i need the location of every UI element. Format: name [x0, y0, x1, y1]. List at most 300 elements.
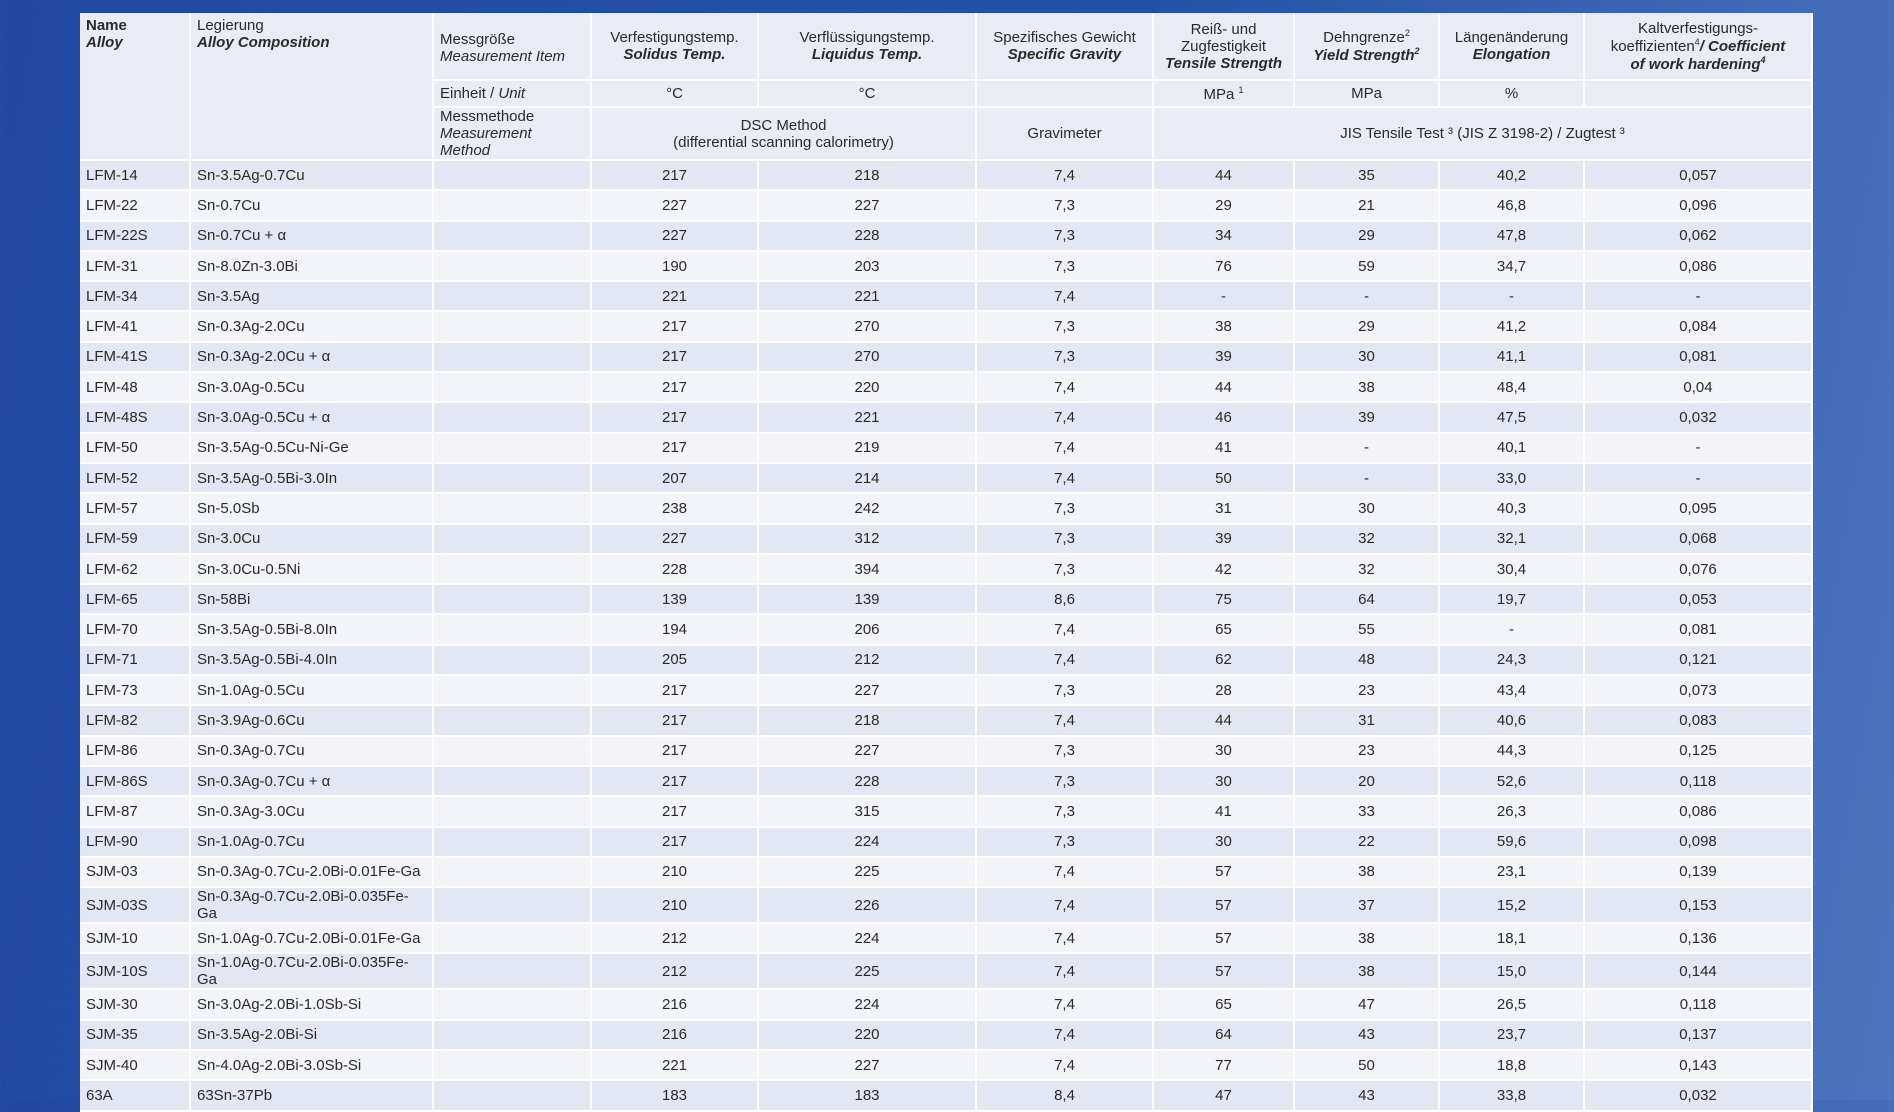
cell-tensile: 77 — [1153, 1050, 1294, 1080]
cell-measurement — [433, 953, 591, 989]
cell-name: LFM-87 — [80, 796, 190, 826]
cell-tensile: 28 — [1153, 675, 1294, 705]
cell-name: LFM-41 — [80, 311, 190, 341]
cell-gravity: 7,3 — [976, 796, 1153, 826]
unit-liquidus: °C — [758, 80, 976, 107]
cell-alloy: Sn-1.0Ag-0.7Cu — [190, 827, 433, 857]
method-label: Messmethode Measurement Method — [433, 107, 591, 160]
cell-name: LFM-65 — [80, 584, 190, 614]
cell-gravity: 7,4 — [976, 645, 1153, 675]
cell-yield: 30 — [1294, 342, 1439, 372]
table-row — [80, 372, 1812, 402]
cell-alloy: Sn-5.0Sb — [190, 493, 433, 523]
cell-gravity: 7,3 — [976, 221, 1153, 251]
cell-elongation: 47,5 — [1439, 402, 1584, 432]
cell-liquidus: 226 — [758, 887, 976, 923]
cell-alloy: Sn-0.3Ag-2.0Cu — [190, 311, 433, 341]
cell-measurement — [433, 614, 591, 644]
cell-liquidus: 270 — [758, 342, 976, 372]
cell-yield: - — [1294, 433, 1439, 463]
cell-name: LFM-48 — [80, 372, 190, 402]
cell-tensile: 30 — [1153, 827, 1294, 857]
cell-name: SJM-10 — [80, 923, 190, 953]
cell-name: LFM-59 — [80, 524, 190, 554]
cell-yield: 38 — [1294, 372, 1439, 402]
cell-gravity: 7,4 — [976, 857, 1153, 887]
cell-yield: 20 — [1294, 766, 1439, 796]
cell-measurement — [433, 311, 591, 341]
table-row — [80, 953, 1812, 989]
cell-yield: - — [1294, 281, 1439, 311]
cell-gravity: 7,4 — [976, 953, 1153, 989]
cell-measurement — [433, 645, 591, 675]
cell-alloy: Sn-3.9Ag-0.6Cu — [190, 705, 433, 735]
cell-solidus: 207 — [591, 463, 758, 493]
col-header-name: Name Alloy — [80, 13, 190, 160]
table-row — [80, 221, 1812, 251]
cell-solidus: 217 — [591, 796, 758, 826]
cell-solidus: 210 — [591, 857, 758, 887]
cell-tensile: 44 — [1153, 160, 1294, 190]
col-header-tensile: Reiß- und Zugfestigkeit Tensile Strength — [1153, 13, 1294, 80]
cell-elongation: 46,8 — [1439, 190, 1584, 220]
cell-yield: 55 — [1294, 614, 1439, 644]
cell-yield: - — [1294, 463, 1439, 493]
cell-alloy: Sn-8.0Zn-3.0Bi — [190, 251, 433, 281]
col-header-gravity: Spezifisches Gewicht Specific Gravity — [976, 13, 1153, 80]
cell-elongation: 44,3 — [1439, 736, 1584, 766]
col-header-yield: Dehngrenze$^2$ Yield Strength$^2$ — [1294, 13, 1439, 80]
cell-yield: 35 — [1294, 160, 1439, 190]
table-row — [80, 675, 1812, 705]
cell-solidus: 216 — [591, 989, 758, 1019]
cell-work-hardening: 0,098 — [1584, 827, 1812, 857]
method-jis-tensile: JIS Tensile Test ³ (JIS Z 3198-2) / Zugtest ³ — [1153, 107, 1812, 160]
cell-solidus: 217 — [591, 311, 758, 341]
cell-elongation: 23,1 — [1439, 857, 1584, 887]
cell-elongation: 26,5 — [1439, 989, 1584, 1019]
cell-yield: 23 — [1294, 675, 1439, 705]
cell-elongation: 40,2 — [1439, 160, 1584, 190]
cell-liquidus: 218 — [758, 160, 976, 190]
cell-liquidus: 224 — [758, 923, 976, 953]
method-dsc: DSC Method (differential scanning calorimetry) — [591, 107, 976, 160]
cell-gravity: 7,3 — [976, 493, 1153, 523]
cell-gravity: 7,4 — [976, 614, 1153, 644]
cell-tensile: 57 — [1153, 923, 1294, 953]
cell-yield: 29 — [1294, 311, 1439, 341]
cell-alloy: Sn-1.0Ag-0.7Cu-2.0Bi-0.035Fe-Ga — [190, 953, 433, 989]
cell-alloy: Sn-0.3Ag-0.7Cu — [190, 736, 433, 766]
cell-solidus: 228 — [591, 554, 758, 584]
cell-tensile: 50 — [1153, 463, 1294, 493]
cell-alloy: Sn-3.0Cu-0.5Ni — [190, 554, 433, 584]
cell-liquidus: 212 — [758, 645, 976, 675]
cell-work-hardening: 0,125 — [1584, 736, 1812, 766]
cell-alloy: Sn-3.5Ag-0.5Bi-8.0In — [190, 614, 433, 644]
cell-alloy: Sn-3.5Ag-0.5Bi-3.0In — [190, 463, 433, 493]
cell-measurement — [433, 463, 591, 493]
cell-work-hardening: 0,081 — [1584, 342, 1812, 372]
col-header-alloy: Legierung Alloy Composition — [190, 13, 433, 160]
table-header — [80, 13, 1812, 160]
cell-yield: 29 — [1294, 221, 1439, 251]
cell-measurement — [433, 675, 591, 705]
table-row — [80, 1050, 1812, 1080]
cell-solidus: 217 — [591, 402, 758, 432]
cell-gravity: 8,4 — [976, 1080, 1153, 1110]
cell-tensile: 46 — [1153, 402, 1294, 432]
table-row — [80, 281, 1812, 311]
cell-liquidus: 220 — [758, 1020, 976, 1050]
cell-elongation: 32,1 — [1439, 524, 1584, 554]
cell-measurement — [433, 923, 591, 953]
cell-work-hardening: 0,118 — [1584, 766, 1812, 796]
cell-name: LFM-50 — [80, 433, 190, 463]
cell-gravity: 7,3 — [976, 766, 1153, 796]
cell-work-hardening: 0,096 — [1584, 190, 1812, 220]
table-row — [80, 1020, 1812, 1050]
cell-tensile: 47 — [1153, 1080, 1294, 1110]
cell-solidus: 217 — [591, 342, 758, 372]
table-row — [80, 705, 1812, 735]
cell-measurement — [433, 342, 591, 372]
cell-measurement — [433, 705, 591, 735]
cell-liquidus: 221 — [758, 281, 976, 311]
cell-work-hardening: 0,086 — [1584, 796, 1812, 826]
cell-solidus: 217 — [591, 736, 758, 766]
col-header-work-hardening: Kaltverfestigungs- koeffizienten$^4$/ Coefficient of work hardening$^4$ — [1584, 13, 1812, 80]
cell-gravity: 7,3 — [976, 524, 1153, 554]
cell-solidus: 238 — [591, 493, 758, 523]
cell-tensile: 62 — [1153, 645, 1294, 675]
cell-yield: 38 — [1294, 857, 1439, 887]
table-row — [80, 554, 1812, 584]
cell-liquidus: 219 — [758, 433, 976, 463]
cell-liquidus: 206 — [758, 614, 976, 644]
cell-name: LFM-73 — [80, 675, 190, 705]
cell-solidus: 217 — [591, 372, 758, 402]
cell-tensile: 34 — [1153, 221, 1294, 251]
cell-measurement — [433, 1020, 591, 1050]
cell-tensile: 57 — [1153, 857, 1294, 887]
cell-work-hardening: - — [1584, 281, 1812, 311]
cell-yield: 23 — [1294, 736, 1439, 766]
cell-tensile: 42 — [1153, 554, 1294, 584]
col-header-liquidus: Verflüssigungstemp. Liquidus Temp. — [758, 13, 976, 80]
cell-tensile: 65 — [1153, 989, 1294, 1019]
cell-name: LFM-41S — [80, 342, 190, 372]
table-row — [80, 251, 1812, 281]
cell-gravity: 7,4 — [976, 433, 1153, 463]
cell-tensile: 30 — [1153, 766, 1294, 796]
cell-work-hardening: 0,144 — [1584, 953, 1812, 989]
cell-measurement — [433, 402, 591, 432]
col-header-measurement: Messgröße Measurement Item — [433, 13, 591, 80]
cell-liquidus: 228 — [758, 766, 976, 796]
unit-elongation: % — [1439, 80, 1584, 107]
table-row — [80, 766, 1812, 796]
cell-elongation: 41,2 — [1439, 311, 1584, 341]
col-header-solidus: Verfestigungstemp. Solidus Temp. — [591, 13, 758, 80]
cell-name: LFM-86 — [80, 736, 190, 766]
cell-name: SJM-10S — [80, 953, 190, 989]
cell-name: LFM-57 — [80, 493, 190, 523]
cell-work-hardening: 0,053 — [1584, 584, 1812, 614]
cell-elongation: 19,7 — [1439, 584, 1584, 614]
cell-measurement — [433, 281, 591, 311]
cell-name: SJM-40 — [80, 1050, 190, 1080]
cell-elongation: 30,4 — [1439, 554, 1584, 584]
cell-liquidus: 225 — [758, 857, 976, 887]
cell-alloy: Sn-0.7Cu + α — [190, 221, 433, 251]
cell-work-hardening: 0,121 — [1584, 645, 1812, 675]
cell-elongation: - — [1439, 281, 1584, 311]
table-row — [80, 524, 1812, 554]
cell-elongation: 43,4 — [1439, 675, 1584, 705]
cell-solidus: 212 — [591, 953, 758, 989]
cell-yield: 43 — [1294, 1080, 1439, 1110]
cell-name: LFM-22 — [80, 190, 190, 220]
cell-name: LFM-14 — [80, 160, 190, 190]
cell-solidus: 227 — [591, 221, 758, 251]
cell-tensile: - — [1153, 281, 1294, 311]
cell-liquidus: 228 — [758, 221, 976, 251]
cell-measurement — [433, 887, 591, 923]
cell-name: SJM-35 — [80, 1020, 190, 1050]
cell-work-hardening: 0,136 — [1584, 923, 1812, 953]
cell-work-hardening: 0,076 — [1584, 554, 1812, 584]
table-row — [80, 433, 1812, 463]
cell-elongation: - — [1439, 614, 1584, 644]
cell-alloy: Sn-3.0Ag-0.5Cu + α — [190, 402, 433, 432]
table-row — [80, 402, 1812, 432]
cell-tensile: 38 — [1153, 311, 1294, 341]
cell-yield: 33 — [1294, 796, 1439, 826]
cell-measurement — [433, 736, 591, 766]
cell-liquidus: 218 — [758, 705, 976, 735]
cell-work-hardening: 0,057 — [1584, 160, 1812, 190]
cell-liquidus: 227 — [758, 190, 976, 220]
table-row — [80, 342, 1812, 372]
cell-solidus: 217 — [591, 705, 758, 735]
unit-gravity — [976, 80, 1153, 107]
table-row — [80, 311, 1812, 341]
alloy-properties-card — [80, 13, 1812, 1104]
cell-solidus: 217 — [591, 160, 758, 190]
cell-gravity: 7,4 — [976, 1050, 1153, 1080]
unit-solidus: °C — [591, 80, 758, 107]
cell-tensile: 31 — [1153, 493, 1294, 523]
cell-measurement — [433, 1050, 591, 1080]
cell-solidus: 221 — [591, 281, 758, 311]
cell-name: LFM-31 — [80, 251, 190, 281]
cell-gravity: 7,4 — [976, 705, 1153, 735]
cell-yield: 38 — [1294, 953, 1439, 989]
cell-measurement — [433, 524, 591, 554]
cell-gravity: 7,3 — [976, 342, 1153, 372]
cell-yield: 64 — [1294, 584, 1439, 614]
cell-liquidus: 227 — [758, 675, 976, 705]
cell-tensile: 39 — [1153, 342, 1294, 372]
cell-liquidus: 227 — [758, 736, 976, 766]
cell-work-hardening: 0,073 — [1584, 675, 1812, 705]
cell-measurement — [433, 493, 591, 523]
cell-yield: 37 — [1294, 887, 1439, 923]
cell-name: 63A — [80, 1080, 190, 1110]
table-row — [80, 493, 1812, 523]
cell-liquidus: 220 — [758, 372, 976, 402]
table-row — [80, 645, 1812, 675]
cell-solidus: 227 — [591, 524, 758, 554]
cell-alloy: 63Sn-37Pb — [190, 1080, 433, 1110]
cell-yield: 47 — [1294, 989, 1439, 1019]
cell-solidus: 205 — [591, 645, 758, 675]
cell-alloy: Sn-0.3Ag-0.7Cu + α — [190, 766, 433, 796]
cell-tensile: 41 — [1153, 796, 1294, 826]
unit-yield: MPa — [1294, 80, 1439, 107]
cell-yield: 32 — [1294, 524, 1439, 554]
cell-measurement — [433, 372, 591, 402]
cell-elongation: 33,0 — [1439, 463, 1584, 493]
unit-work-hardening — [1584, 80, 1812, 107]
cell-work-hardening: 0,084 — [1584, 311, 1812, 341]
cell-work-hardening: 0,04 — [1584, 372, 1812, 402]
cell-measurement — [433, 584, 591, 614]
cell-tensile: 41 — [1153, 433, 1294, 463]
cell-measurement — [433, 1080, 591, 1110]
cell-liquidus: 224 — [758, 989, 976, 1019]
cell-name: LFM-34 — [80, 281, 190, 311]
cell-alloy: Sn-3.0Ag-0.5Cu — [190, 372, 433, 402]
cell-measurement — [433, 160, 591, 190]
cell-yield: 22 — [1294, 827, 1439, 857]
cell-liquidus: 312 — [758, 524, 976, 554]
table-row — [80, 584, 1812, 614]
cell-liquidus: 227 — [758, 1050, 976, 1080]
cell-solidus: 212 — [591, 923, 758, 953]
cell-gravity: 7,3 — [976, 736, 1153, 766]
table-body — [80, 160, 1812, 1111]
method-gravimeter: Gravimeter — [976, 107, 1153, 160]
cell-work-hardening: 0,083 — [1584, 705, 1812, 735]
cell-measurement — [433, 796, 591, 826]
table-row — [80, 989, 1812, 1019]
cell-name: SJM-30 — [80, 989, 190, 1019]
cell-name: LFM-82 — [80, 705, 190, 735]
cell-liquidus: 315 — [758, 796, 976, 826]
cell-name: LFM-52 — [80, 463, 190, 493]
cell-work-hardening: 0,032 — [1584, 1080, 1812, 1110]
cell-alloy: Sn-58Bi — [190, 584, 433, 614]
cell-elongation: 41,1 — [1439, 342, 1584, 372]
cell-work-hardening: 0,139 — [1584, 857, 1812, 887]
cell-liquidus: 225 — [758, 953, 976, 989]
cell-measurement — [433, 857, 591, 887]
cell-solidus: 227 — [591, 190, 758, 220]
cell-gravity: 7,3 — [976, 554, 1153, 584]
cell-elongation: 15,2 — [1439, 887, 1584, 923]
table-row — [80, 923, 1812, 953]
unit-label: Einheit / Unit — [433, 80, 591, 107]
unit-tensile: MPa $^1$ — [1153, 80, 1294, 107]
cell-gravity: 7,4 — [976, 989, 1153, 1019]
cell-tensile: 29 — [1153, 190, 1294, 220]
cell-work-hardening: 0,095 — [1584, 493, 1812, 523]
cell-name: LFM-86S — [80, 766, 190, 796]
cell-alloy: Sn-0.3Ag-0.7Cu-2.0Bi-0.035Fe-Ga — [190, 887, 433, 923]
cell-yield: 39 — [1294, 402, 1439, 432]
cell-alloy: Sn-1.0Ag-0.7Cu-2.0Bi-0.01Fe-Ga — [190, 923, 433, 953]
cell-yield: 31 — [1294, 705, 1439, 735]
cell-gravity: 7,3 — [976, 675, 1153, 705]
cell-work-hardening: 0,062 — [1584, 221, 1812, 251]
table-row — [80, 160, 1812, 190]
cell-liquidus: 139 — [758, 584, 976, 614]
cell-solidus: 139 — [591, 584, 758, 614]
cell-elongation: 33,8 — [1439, 1080, 1584, 1110]
cell-tensile: 65 — [1153, 614, 1294, 644]
cell-elongation: 34,7 — [1439, 251, 1584, 281]
cell-elongation: 18,1 — [1439, 923, 1584, 953]
table-row — [80, 614, 1812, 644]
cell-measurement — [433, 251, 591, 281]
cell-work-hardening: 0,032 — [1584, 402, 1812, 432]
cell-work-hardening: 0,143 — [1584, 1050, 1812, 1080]
cell-solidus: 216 — [591, 1020, 758, 1050]
cell-measurement — [433, 433, 591, 463]
cell-tensile: 57 — [1153, 953, 1294, 989]
cell-name: LFM-62 — [80, 554, 190, 584]
cell-solidus: 190 — [591, 251, 758, 281]
cell-alloy: Sn-4.0Ag-2.0Bi-3.0Sb-Si — [190, 1050, 433, 1080]
cell-tensile: 57 — [1153, 887, 1294, 923]
cell-gravity: 7,3 — [976, 190, 1153, 220]
cell-measurement — [433, 190, 591, 220]
cell-alloy: Sn-0.3Ag-0.7Cu-2.0Bi-0.01Fe-Ga — [190, 857, 433, 887]
cell-gravity: 7,3 — [976, 827, 1153, 857]
cell-elongation: 52,6 — [1439, 766, 1584, 796]
cell-work-hardening: 0,118 — [1584, 989, 1812, 1019]
cell-solidus: 217 — [591, 766, 758, 796]
cell-measurement — [433, 989, 591, 1019]
cell-tensile: 64 — [1153, 1020, 1294, 1050]
cell-alloy: Sn-0.7Cu — [190, 190, 433, 220]
cell-name: LFM-90 — [80, 827, 190, 857]
col-header-elongation: Längenänderung Elongation — [1439, 13, 1584, 80]
cell-liquidus: 270 — [758, 311, 976, 341]
cell-alloy: Sn-1.0Ag-0.5Cu — [190, 675, 433, 705]
cell-yield: 30 — [1294, 493, 1439, 523]
cell-elongation: 47,8 — [1439, 221, 1584, 251]
cell-alloy: Sn-3.5Ag — [190, 281, 433, 311]
cell-solidus: 221 — [591, 1050, 758, 1080]
cell-gravity: 7,4 — [976, 160, 1153, 190]
cell-solidus: 210 — [591, 887, 758, 923]
table-row — [80, 796, 1812, 826]
cell-work-hardening: - — [1584, 433, 1812, 463]
cell-liquidus: 203 — [758, 251, 976, 281]
cell-name: LFM-22S — [80, 221, 190, 251]
cell-yield: 43 — [1294, 1020, 1439, 1050]
cell-yield: 50 — [1294, 1050, 1439, 1080]
cell-tensile: 30 — [1153, 736, 1294, 766]
table-row — [80, 857, 1812, 887]
table-row — [80, 736, 1812, 766]
cell-alloy: Sn-0.3Ag-3.0Cu — [190, 796, 433, 826]
cell-elongation: 18,8 — [1439, 1050, 1584, 1080]
cell-measurement — [433, 827, 591, 857]
